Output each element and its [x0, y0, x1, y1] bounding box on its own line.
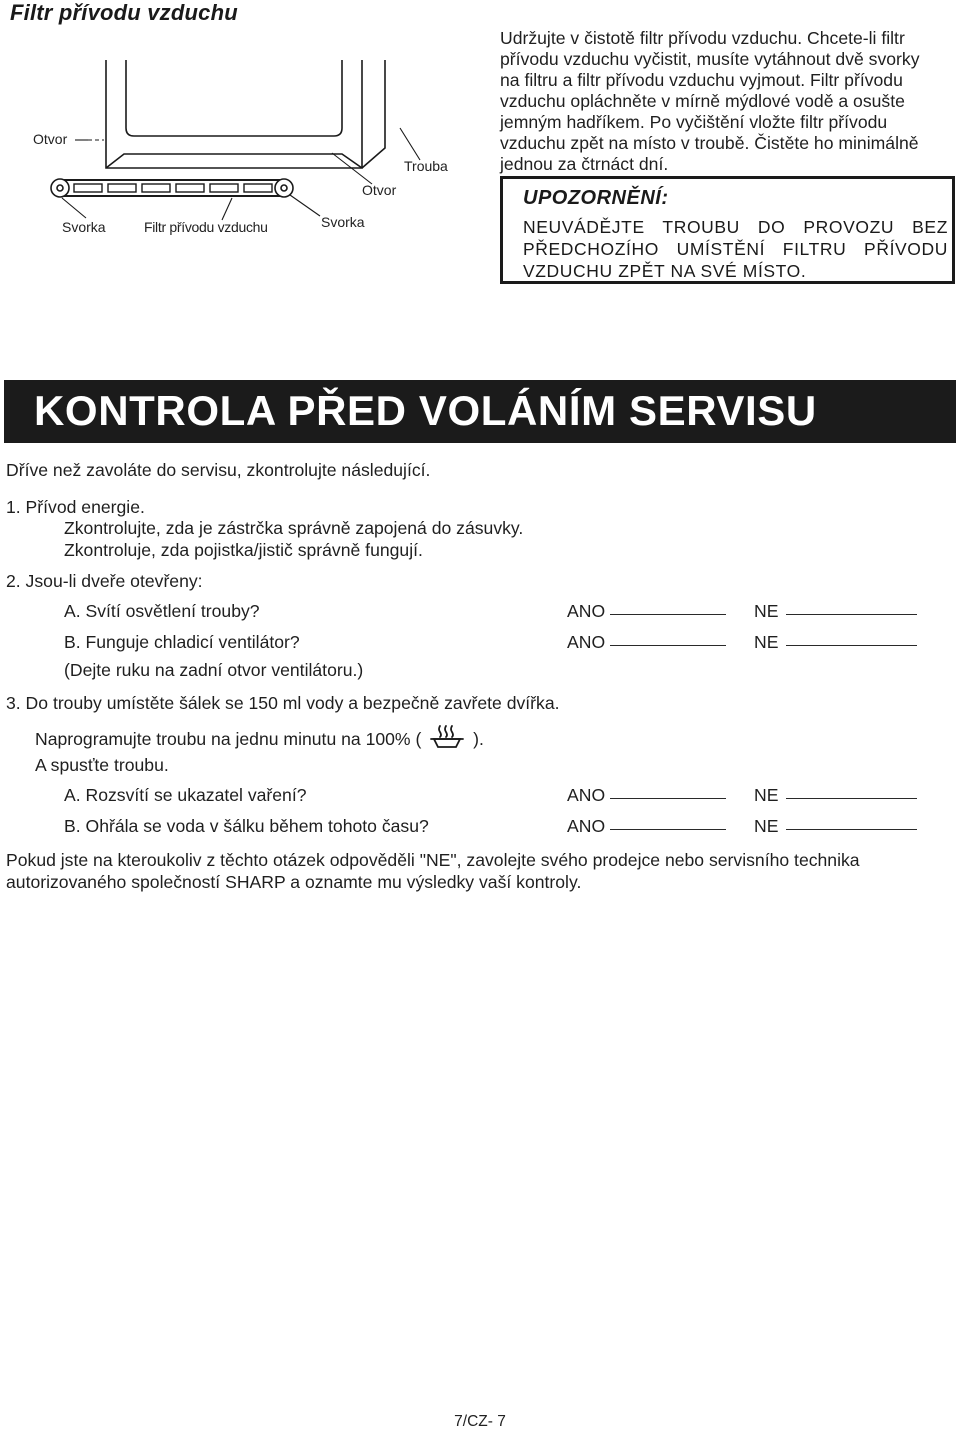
warning-title: UPOZORNĚNÍ:	[523, 187, 669, 209]
answer-yes-line[interactable]	[610, 645, 726, 646]
item2-question-b: B. Funguje chladicí ventilátor?	[64, 632, 300, 652]
label-opening-left: Otvor	[33, 131, 68, 147]
filter-diagram	[0, 30, 490, 250]
label-clip-left: Svorka	[62, 219, 106, 235]
section-title: Filtr přívodu vzduchu	[10, 0, 238, 25]
answer-yes-label: ANO	[567, 601, 606, 621]
answer-yes-line[interactable]	[610, 614, 726, 615]
item1-title: 1. Přívod energie.	[6, 497, 145, 517]
warning-box	[500, 176, 955, 284]
answer-yes-line[interactable]	[610, 798, 726, 799]
service-check-banner	[4, 380, 956, 443]
item3-program	[35, 724, 484, 750]
item3-start: A spusťte troubu.	[35, 755, 169, 775]
microwave-power-icon	[430, 724, 464, 748]
item1-line1: Zkontrolujte, zda je zástrčka správně zapojená do zásuvky.	[64, 518, 524, 538]
answer-yes-label: ANO	[567, 785, 606, 805]
item3-question-a: A. Rozsvítí se ukazatel vaření?	[64, 785, 307, 805]
intro-line: vzduchu opláchněte v mírně mýdlové vodě a osušte	[500, 91, 905, 111]
intro-line: jednou za čtrnáct dní.	[500, 154, 669, 174]
page-number: 7/CZ- 7	[454, 1413, 506, 1430]
intro-line: přívodu vzduchu vyčistit, musíte vytáhnout dvě svorky	[500, 49, 920, 69]
oven-filter-illustration	[0, 30, 490, 250]
answer-no-line[interactable]	[786, 614, 917, 615]
intro-line: vzduchu zpět na místo v troubě. Čistěte ho minimálně	[500, 133, 919, 153]
answer-yes-line[interactable]	[610, 829, 726, 830]
checklist-intro: Dříve než zavoláte do servisu, zkontrolujte následující.	[6, 460, 431, 480]
item3-question-b: B. Ohřála se voda v šálku během tohoto času?	[64, 816, 429, 836]
answer-no-label: NE	[754, 816, 779, 836]
item3-program-end: ).	[473, 729, 484, 749]
answer-no-line[interactable]	[786, 798, 917, 799]
label-oven: Trouba	[404, 158, 448, 174]
answer-no-line[interactable]	[786, 829, 917, 830]
intro-line: na filtru a filtr přívodu vzduchu vyjmout. Filtr přívodu	[500, 70, 903, 90]
label-opening-right: Otvor	[362, 182, 397, 198]
answer-no-label: NE	[754, 601, 779, 621]
answer-no-label: NE	[754, 632, 779, 652]
item2-question-a: A. Svítí osvětlení trouby?	[64, 601, 260, 621]
closing-line-2: autorizovaného společností SHARP a oznamte mu výsledky vaší kontroly.	[6, 872, 582, 892]
item3-title: 3. Do trouby umístěte šálek se 150 ml vody a bezpečně zavřete dvířka.	[6, 693, 560, 713]
closing-line-1: Pokud jste na kteroukoliv z těchto otázek odpověděli "NE", zavolejte svého prodejce nebo servisního technika	[6, 850, 860, 870]
item1-line2: Zkontroluje, zda pojistka/jistič správně fungují.	[64, 540, 423, 560]
intro-line: jemným hadříkem. Po vyčištění vložte filtr přívodu	[500, 112, 888, 132]
answer-yes-label: ANO	[567, 816, 606, 836]
item2-note: (Dejte ruku na zadní otvor ventilátoru.)	[64, 660, 364, 680]
answer-no-label: NE	[754, 785, 779, 805]
banner-title: KONTROLA PŘED VOLÁNÍM SERVISU	[34, 387, 817, 434]
label-clip-right: Svorka	[321, 214, 365, 230]
answer-no-line[interactable]	[786, 645, 917, 646]
filter-instructions	[500, 28, 955, 175]
warning-text: NEUVÁDĚJTE TROUBU DO PROVOZU BEZ PŘEDCHOZÍHO UMÍSTĚNÍ FILTRU PŘÍVODU VZDUCHU ZPĚT NA SVÉ MÍSTO.	[523, 217, 948, 281]
intro-line: Udržujte v čistotě filtr přívodu vzduchu. Chcete-li filtr	[500, 28, 905, 48]
answer-yes-label: ANO	[567, 632, 606, 652]
item3-program-text: Naprogramujte troubu na jednu minutu na 100% (	[35, 729, 422, 749]
label-air-filter: Filtr přívodu vzduchu	[144, 219, 268, 235]
item2-title: 2. Jsou-li dveře otevřeny:	[6, 571, 203, 591]
